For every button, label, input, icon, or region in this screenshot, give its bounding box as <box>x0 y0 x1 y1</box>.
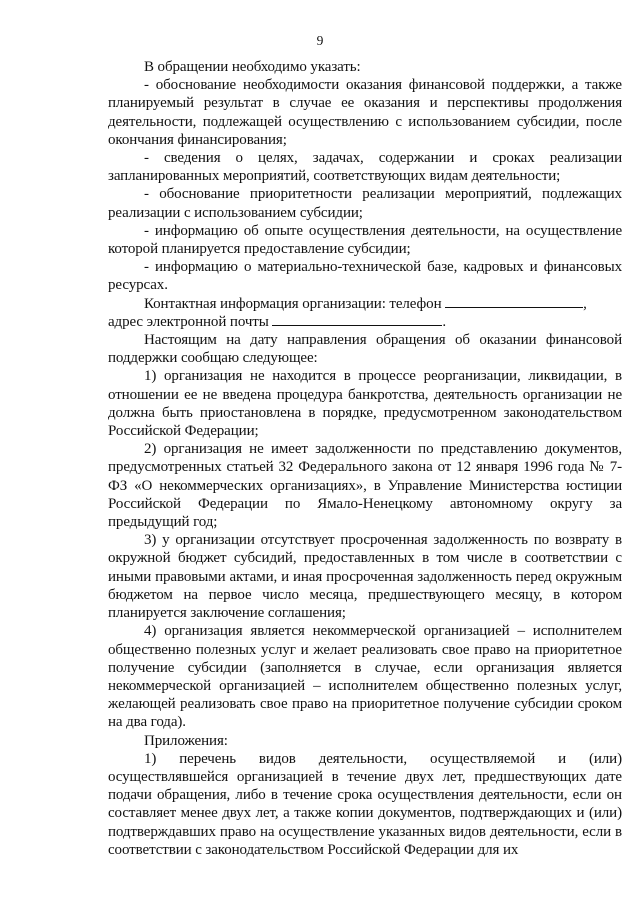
list-item-goals: - сведения о целях, задачах, содержании и сроках реализации запланированных мероприятий, соответствующих видам деятельности; <box>108 150 622 185</box>
contact-phone-suffix: , <box>583 295 587 312</box>
attachments-heading: Приложения: <box>144 732 228 749</box>
list-item-justification: - обоснование необходимости оказания финансовой поддержки, а также планируемый результат в случае ее оказания и перспективы продолжения деятельности, подлежащей осуществлению с использованием субсидии, после окончания финансирования; <box>108 77 622 148</box>
statement-item-2: 2) организация не имеет задолженности по представлению документов, предусмотренных статьей 32 Федерального закона от 12 января 1996 года № 7-ФЗ «О некоммерческих организациях», в Управление Министерства юстиции Российской Федерации по Ямало-Ненецкому автономному округу за предыдущий год; <box>108 441 622 531</box>
statement-item-1: 1) организация не находится в процессе реорганизации, ликвидации, в отношении ее не введена процедура банкротства, деятельность организации не должна быть приостановлена в порядке, предусмотренном законодательством Российской Федерации; <box>108 368 622 440</box>
contact-email-suffix: . <box>442 313 447 330</box>
paragraph-statement: Настоящим на дату направления обращения об оказании финансовой поддержки сообщаю следующее: <box>108 332 622 367</box>
list-item-priority: - обоснование приоритетности реализации мероприятий, подлежащих реализации с использованием субсидии; <box>108 186 622 221</box>
statement-item-4: 4) организация является некоммерческой организацией – исполнителем общественно полезных услуг и желает реализовать свое право на приоритетное получение субсидии (заполняется в случае, если организация является некоммерческой организацией – исполнителем общественно полезных услуг, желающей реализовать свое право на приоритетное получение субсидии сроком на два года). <box>108 623 622 731</box>
statement-item-3: 3) у организации отсутствует просроченная задолженность по возврату в окружной бюджет субсидий, предоставленных в том числе в соответствии с иными правовыми актами, и иная просроченная задолженность перед окружным бюджетом на первое число месяца, предшествующего месяцу, в котором планируется заключение соглашения; <box>108 532 622 622</box>
paragraph-intro: В обращении необходимо указать: <box>144 59 361 75</box>
page-number: 9 <box>316 33 324 48</box>
phone-blank-line <box>445 295 583 308</box>
document-body <box>108 58 622 859</box>
list-item-resources: - информацию о материально-технической базе, кадровых и финансовых ресурсах. <box>108 259 622 294</box>
contact-email-label: адрес электронной почты <box>108 313 269 330</box>
list-item-experience: - информацию об опыте осуществления деятельности, на осуществление которой планируется предоставление субсидии; <box>108 222 622 258</box>
contact-info <box>108 295 622 313</box>
attachment-item-1: 1) перечень видов деятельности, осуществляемой и (или) осуществлявшейся организацией в течение двух лет, предшествующих дате подачи обращения, либо в течение срока осуществления деятельности, если он составляет менее двух лет, а также копии документов, подтверждающих и (или) подтверждавших право на осуществление указанных видов деятельности, если в соответствии с законодательством Российской Федерации для их <box>108 750 622 858</box>
contact-email <box>108 313 622 331</box>
contact-phone-label: Контактная информация организации: телефон <box>144 295 442 312</box>
email-blank-line <box>272 313 442 326</box>
